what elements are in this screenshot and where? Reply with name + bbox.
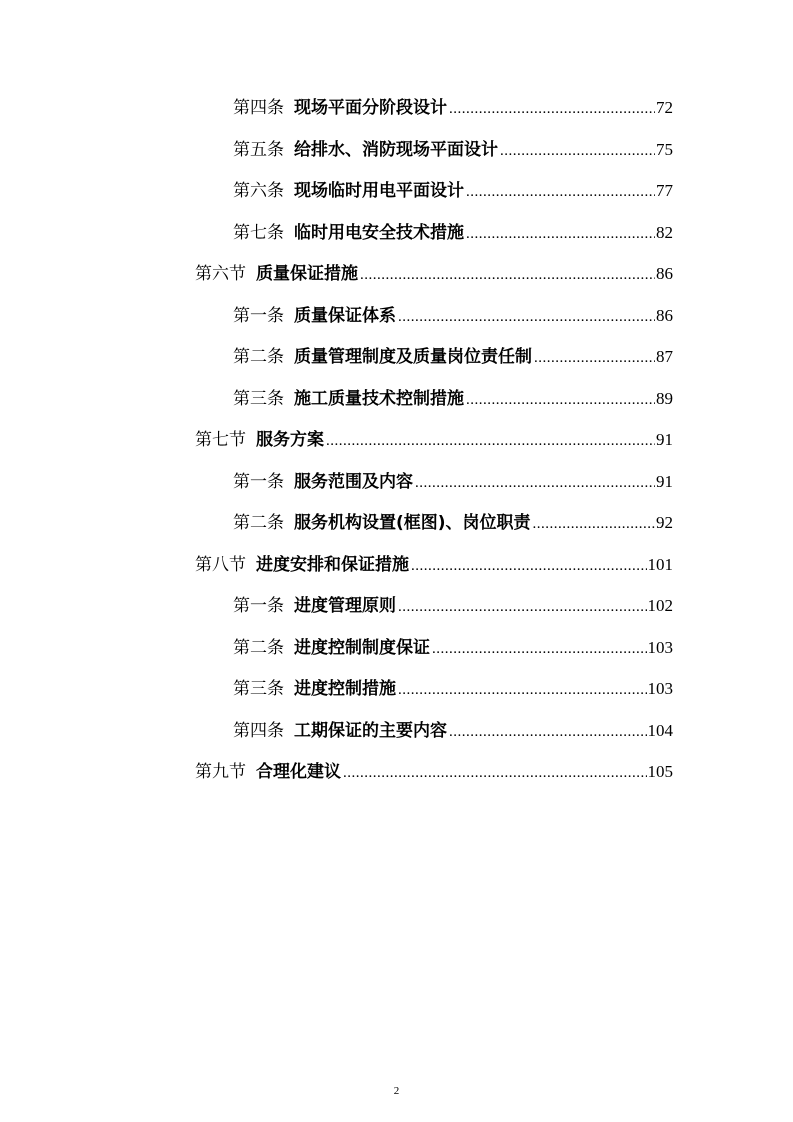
toc-leader-dots — [398, 303, 655, 331]
toc-entry-title: 服务范围及内容 — [294, 472, 413, 492]
toc-entry-page: 86 — [656, 264, 673, 283]
toc-leader-dots — [449, 95, 655, 123]
toc-entry-page: 101 — [647, 555, 673, 574]
toc-entry-page: 92 — [656, 513, 673, 532]
toc-entry-title: 进度控制措施 — [294, 679, 396, 699]
toc-entry-number: 第四条 — [233, 721, 284, 741]
toc-entry-title: 现场临时用电平面设计 — [294, 181, 464, 201]
toc-entry-page: 75 — [656, 140, 673, 159]
toc-entry-number: 第二条 — [233, 638, 284, 658]
toc-leader-dots — [398, 593, 647, 621]
toc-entry[interactable] — [233, 717, 673, 745]
toc-leader-dots — [449, 718, 647, 746]
toc-entry-page: 104 — [647, 721, 673, 740]
toc-entry-number: 第二条 — [233, 513, 284, 533]
toc-entry-page: 89 — [656, 389, 673, 408]
toc-entry[interactable] — [233, 343, 673, 371]
toc-leader-dots — [466, 220, 655, 248]
page-number: 2 — [393, 1085, 400, 1097]
toc-entry-number: 第八节 — [195, 555, 246, 575]
toc-section-entry[interactable] — [195, 551, 673, 579]
toc-entry-title: 质量管理制度及质量岗位责任制 — [294, 347, 532, 367]
toc-entry-title: 现场平面分阶段设计 — [294, 98, 447, 118]
toc-entry-number: 第一条 — [233, 596, 284, 616]
toc-entry-page: 103 — [647, 638, 673, 657]
toc-entry-number: 第五条 — [233, 140, 284, 160]
toc-entry-title: 服务机构设置(框图)、岗位职责 — [294, 513, 531, 533]
toc-entry[interactable] — [233, 219, 673, 247]
toc-entry-title: 质量保证体系 — [294, 306, 396, 326]
toc-entry-page: 102 — [647, 596, 673, 615]
toc-entry-title: 服务方案 — [256, 430, 324, 450]
toc-entry-page: 86 — [656, 306, 673, 325]
toc-leader-dots — [534, 344, 655, 372]
toc-entry[interactable] — [233, 94, 673, 122]
toc-leader-dots — [360, 261, 655, 289]
toc-section-entry[interactable] — [195, 426, 673, 454]
toc-leader-dots — [326, 427, 655, 455]
toc-leader-dots — [398, 676, 647, 704]
toc-entry[interactable] — [233, 302, 673, 330]
toc-entry-number: 第一条 — [233, 472, 284, 492]
toc-entry-number: 第六节 — [195, 264, 246, 284]
toc-entry-title: 临时用电安全技术措施 — [294, 223, 464, 243]
toc-entry[interactable] — [233, 177, 673, 205]
toc-entry-title: 给排水、消防现场平面设计 — [294, 140, 498, 160]
toc-entry-title: 进度管理原则 — [294, 596, 396, 616]
toc-leader-dots — [432, 635, 647, 663]
toc-entry[interactable] — [233, 509, 673, 537]
toc-entry[interactable] — [233, 136, 673, 164]
toc-entry-page: 91 — [656, 472, 673, 491]
toc-entry[interactable] — [233, 675, 673, 703]
toc-entry-page: 105 — [647, 762, 673, 781]
toc-entry-number: 第七条 — [233, 223, 284, 243]
toc-entry[interactable] — [233, 468, 673, 496]
toc-entry-title: 工期保证的主要内容 — [294, 721, 447, 741]
toc-entry-title: 进度安排和保证措施 — [256, 555, 409, 575]
toc-leader-dots — [466, 178, 655, 206]
toc-entry-number: 第一条 — [233, 306, 284, 326]
toc-entry-number: 第二条 — [233, 347, 284, 367]
toc-entry-number: 第四条 — [233, 98, 284, 118]
toc-entry[interactable] — [233, 634, 673, 662]
toc-leader-dots — [411, 552, 647, 580]
toc-entry-page: 82 — [656, 223, 673, 242]
toc-entry-page: 77 — [656, 181, 673, 200]
toc-entry-number: 第三条 — [233, 389, 284, 409]
toc-entry-number: 第七节 — [195, 430, 246, 450]
toc-entry-title: 合理化建议 — [256, 762, 341, 782]
toc-leader-dots — [466, 386, 655, 414]
toc-entry-page: 87 — [656, 347, 673, 366]
toc-entry[interactable] — [233, 592, 673, 620]
toc-leader-dots — [343, 759, 647, 787]
toc-entry-number: 第三条 — [233, 679, 284, 699]
toc-leader-dots — [415, 469, 655, 497]
toc-entry[interactable] — [233, 385, 673, 413]
toc-entry-page: 72 — [656, 98, 673, 117]
toc-entry-title: 质量保证措施 — [256, 264, 358, 284]
toc-entry-title: 进度控制制度保证 — [294, 638, 430, 658]
toc-section-entry[interactable] — [195, 260, 673, 288]
toc-section-entry[interactable] — [195, 758, 673, 786]
toc-leader-dots — [500, 137, 655, 165]
toc-entry-number: 第九节 — [195, 762, 246, 782]
toc-entry-title: 施工质量技术控制措施 — [294, 389, 464, 409]
toc-leader-dots — [533, 510, 655, 538]
toc-entry-page: 103 — [647, 679, 673, 698]
toc-entry-number: 第六条 — [233, 181, 284, 201]
toc-entry-page: 91 — [656, 430, 673, 449]
